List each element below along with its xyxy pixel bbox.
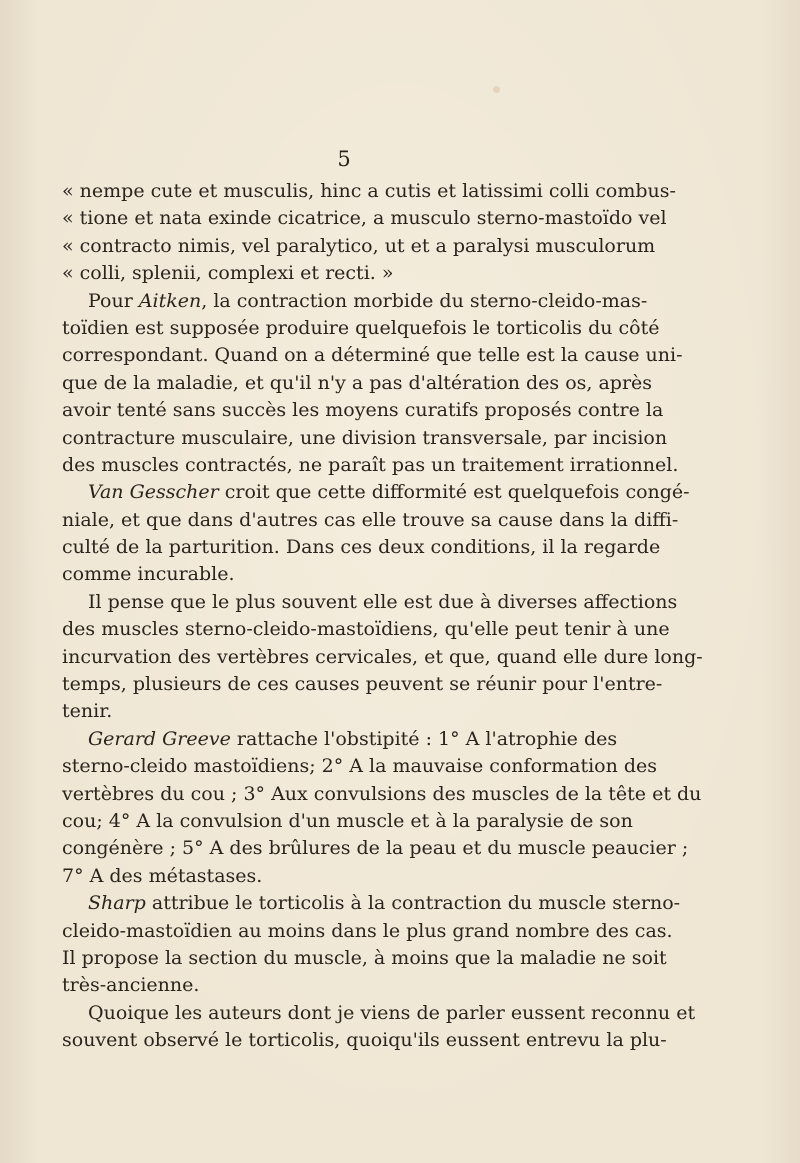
text-segment: culté de la parturition. Dans ces deux conditions, il la regarde bbox=[62, 536, 661, 559]
text-line bbox=[62, 1027, 667, 1054]
text-segment: attribue le torticolis à la contraction du muscle sterno- bbox=[145, 892, 681, 915]
text-segment: croit que cette difformité est quelquefois congé- bbox=[218, 481, 690, 504]
page-number: 5 bbox=[337, 147, 351, 171]
text-segment: « contracto nimis, vel paralytico, ut et a paralysi musculorum bbox=[62, 234, 656, 257]
text-segment: Il pense que le plus souvent elle est due à diverses affections bbox=[88, 590, 678, 613]
text-segment: , la contraction morbide du sterno-cleido-mas- bbox=[201, 289, 648, 312]
body-text bbox=[62, 178, 703, 1055]
text-segment: temps, plusieurs de ces causes peuvent se réunir pour l'entre- bbox=[62, 673, 663, 696]
text-segment: niale, et que dans d'autres cas elle trouve sa cause dans la diffi- bbox=[62, 508, 679, 531]
text-segment: cou; 4° A la convulsion d'un muscle et à la paralysie de son bbox=[62, 809, 633, 832]
text-line bbox=[62, 288, 648, 315]
text-line bbox=[62, 205, 667, 232]
author-name: Van Gesscher bbox=[88, 481, 219, 504]
text-segment: toïdien est supposée produire quelquefois le torticolis du côté bbox=[62, 316, 660, 339]
text-segment: incurvation des vertèbres cervicales, et que, quand elle dure long- bbox=[62, 645, 703, 668]
text-segment: « colli, splenii, complexi et recti. » bbox=[62, 262, 394, 285]
text-segment: comme incurable. bbox=[62, 563, 235, 586]
text-segment: « tione et nata exinde cicatrice, a musculo sterno-mastoïdo vel bbox=[62, 207, 667, 230]
text-line bbox=[62, 342, 683, 369]
text-line bbox=[62, 315, 660, 342]
text-segment: « nempe cute et musculis, hinc a cutis et latissimi colli combus- bbox=[62, 180, 676, 202]
text-line bbox=[62, 890, 681, 917]
text-line bbox=[62, 397, 664, 424]
text-line bbox=[62, 425, 668, 452]
text-line bbox=[62, 945, 667, 972]
text-line bbox=[62, 534, 661, 561]
text-line bbox=[62, 561, 617, 588]
text-line bbox=[62, 370, 653, 397]
text-line bbox=[62, 863, 617, 890]
text-segment: des muscles sterno-cleido-mastoïdiens, qu'elle peut tenir à une bbox=[62, 618, 670, 641]
text-line bbox=[62, 918, 673, 945]
text-segment: 7° A des métastases. bbox=[62, 864, 263, 887]
text-line bbox=[62, 260, 617, 287]
paper-stain bbox=[493, 86, 500, 93]
text-line bbox=[62, 507, 679, 534]
text-segment: des muscles contractés, ne paraît pas un traitement irrationnel. bbox=[62, 453, 679, 476]
text-line bbox=[62, 1000, 696, 1027]
text-segment: rattache l'obstipité : 1° A l'atrophie des bbox=[230, 727, 618, 750]
text-line bbox=[62, 726, 617, 753]
text-segment: Pour bbox=[88, 289, 139, 312]
text-line bbox=[62, 808, 633, 835]
author-name: Gerard Greeve bbox=[88, 727, 231, 750]
text-segment: très-ancienne. bbox=[62, 974, 200, 997]
text-segment: Quoique les auteurs dont je viens de parler eussent reconnu et bbox=[88, 1001, 696, 1024]
text-segment: contracture musculaire, une division transversale, par incision bbox=[62, 426, 668, 449]
text-segment: correspondant. Quand on a déterminé que telle est la cause uni- bbox=[62, 344, 683, 367]
author-name: Sharp bbox=[88, 892, 146, 915]
text-line bbox=[62, 233, 656, 260]
text-line bbox=[62, 479, 690, 506]
text-line bbox=[62, 781, 702, 808]
text-segment: cleido-mastoïdien au moins dans le plus grand nombre des cas. bbox=[62, 919, 673, 942]
text-line bbox=[62, 452, 679, 479]
text-segment: que de la maladie, et qu'il n'y a pas d'altération des os, après bbox=[62, 371, 653, 394]
text-segment: souvent observé le torticolis, quoiqu'ils eussent entrevu la plu- bbox=[62, 1029, 667, 1052]
text-line bbox=[62, 616, 670, 643]
text-segment: Il propose la section du muscle, à moins que la maladie ne soit bbox=[62, 946, 667, 969]
text-segment: avoir tenté sans succès les moyens curatifs proposés contre la bbox=[62, 399, 664, 422]
text-line bbox=[62, 835, 689, 862]
text-line bbox=[62, 589, 678, 616]
text-segment: sterno-cleido mastoïdiens; 2° A la mauvaise conformation des bbox=[62, 755, 658, 778]
text-segment: vertèbres du cou ; 3° Aux convulsions des muscles de la tête et du bbox=[62, 782, 702, 805]
author-name: Aitken bbox=[138, 289, 202, 312]
text-line bbox=[62, 178, 676, 205]
text-segment: tenir. bbox=[62, 700, 113, 723]
text-line bbox=[62, 972, 617, 999]
text-line bbox=[62, 698, 617, 725]
text-line bbox=[62, 644, 703, 671]
text-segment: congénère ; 5° A des brûlures de la peau et du muscle peaucier ; bbox=[62, 837, 689, 860]
text-line bbox=[62, 753, 658, 780]
text-line bbox=[62, 671, 663, 698]
